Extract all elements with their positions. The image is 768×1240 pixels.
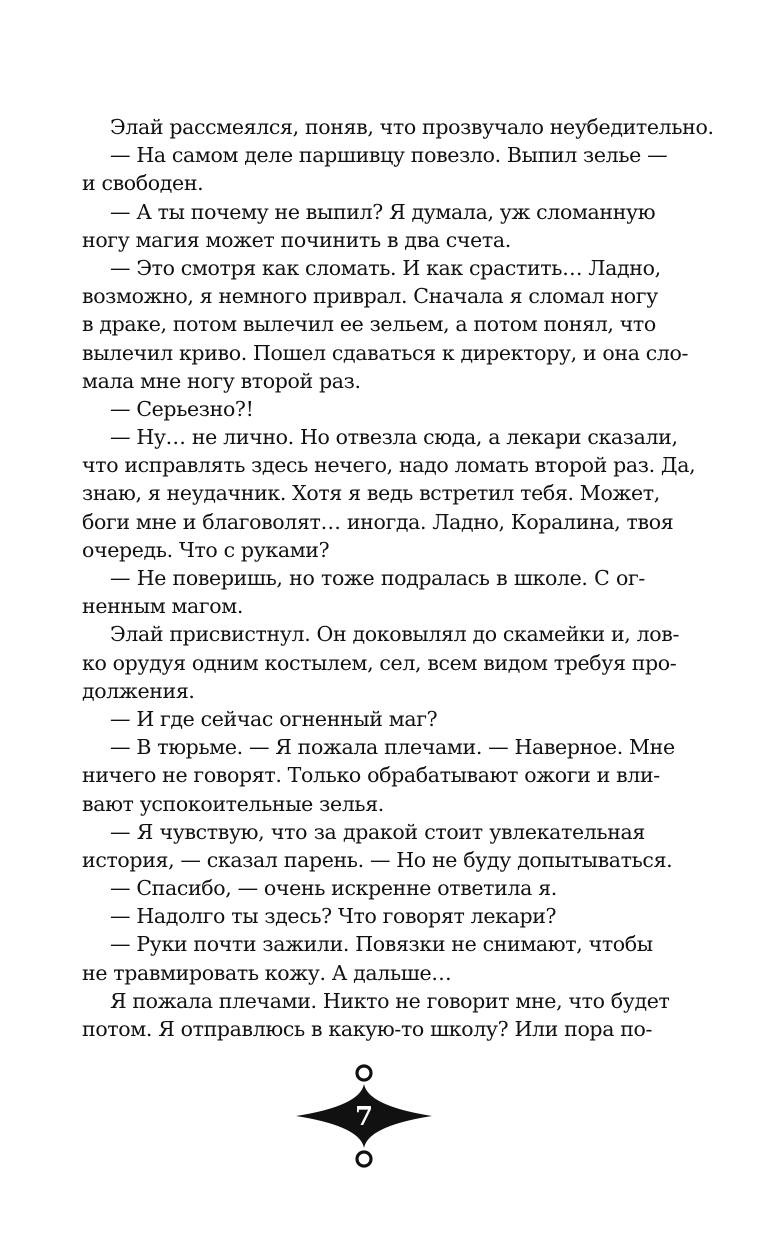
text-line: — Не поверишь, но тоже подралась в школе. С ог- xyxy=(110,566,645,590)
text-line: — Ну… не лично. Но отвезла сюда, а лекари сказали, xyxy=(110,425,678,450)
text-line: вают успокоительные зелья. xyxy=(82,791,384,816)
text-line: — Спасибо, — очень искренне ответила я. xyxy=(110,876,557,901)
book-page-text xyxy=(82,113,714,1043)
text-line: — Это смотря как сломать. И как срастить… Ладно, xyxy=(110,255,661,280)
text-line: — Я чувствую, что за дракой стоит увлекательная xyxy=(110,819,645,844)
text-line: знаю, я неудачник. Хотя я ведь встретил тебя. Может, xyxy=(82,481,660,506)
page-number: 7 xyxy=(354,1102,374,1132)
text-line: мала мне ногу второй раз. xyxy=(82,368,361,393)
text-line: — Руки почти зажили. Повязки не снимают, чтобы xyxy=(110,932,653,957)
text-line: потом. Я отправлюсь в какую-то школу? Или пора по- xyxy=(82,1017,653,1041)
text-line: — Надолго ты здесь? Что говорят лекари? xyxy=(110,904,557,929)
text-line: — И где сейчас огненный маг? xyxy=(110,706,438,731)
text-line: Элай присвистнул. Он доковылял до скамейки и, лов- xyxy=(110,622,680,647)
text-line: в драке, потом вылечил ее зельем, а потом понял, что xyxy=(82,312,656,337)
text-line: вылечил криво. Пошел сдаваться к директору, и она сло- xyxy=(82,340,689,365)
text-line: Элай рассмеялся, поняв, что прозвучало неубедительно. xyxy=(110,115,714,139)
text-line: Я пожала плечами. Никто не говорит мне, что будет xyxy=(110,988,670,1013)
page-number-ornament xyxy=(294,1062,434,1170)
text-line: возможно, я немного приврал. Сначала я сломал ногу xyxy=(82,284,658,309)
text-line: история, — сказал парень. — Но не буду допытываться. xyxy=(82,847,673,872)
text-line: — Серьезно?! xyxy=(110,396,254,421)
text-line: что исправлять здесь нечего, надо ломать второй раз. Да, xyxy=(82,453,696,478)
text-line: должения. xyxy=(82,678,195,703)
text-line: — А ты почему не выпил? Я думала, уж сломанную xyxy=(110,199,656,224)
text-line: — В тюрьме. — Я пожала плечами. — Наверное. Мне xyxy=(110,735,675,760)
text-line: ненным магом. xyxy=(82,594,244,619)
text-line: ничего не говорят. Только обрабатывают ожоги и вли- xyxy=(82,763,660,788)
text-line: ногу магия может починить в два счета. xyxy=(82,227,511,252)
text-line: — На самом деле паршивцу повезло. Выпил зелье — xyxy=(110,143,668,168)
text-line: и свободен. xyxy=(82,171,204,196)
text-line: ко орудуя одним костылем, сел, всем видом требуя про- xyxy=(82,650,677,675)
text-line: боги мне и благоволят… иногда. Ладно, Коралина, твоя xyxy=(82,509,674,534)
text-line: не травмировать кожу. А дальше… xyxy=(82,960,452,985)
text-line: очередь. Что с руками? xyxy=(82,537,330,562)
